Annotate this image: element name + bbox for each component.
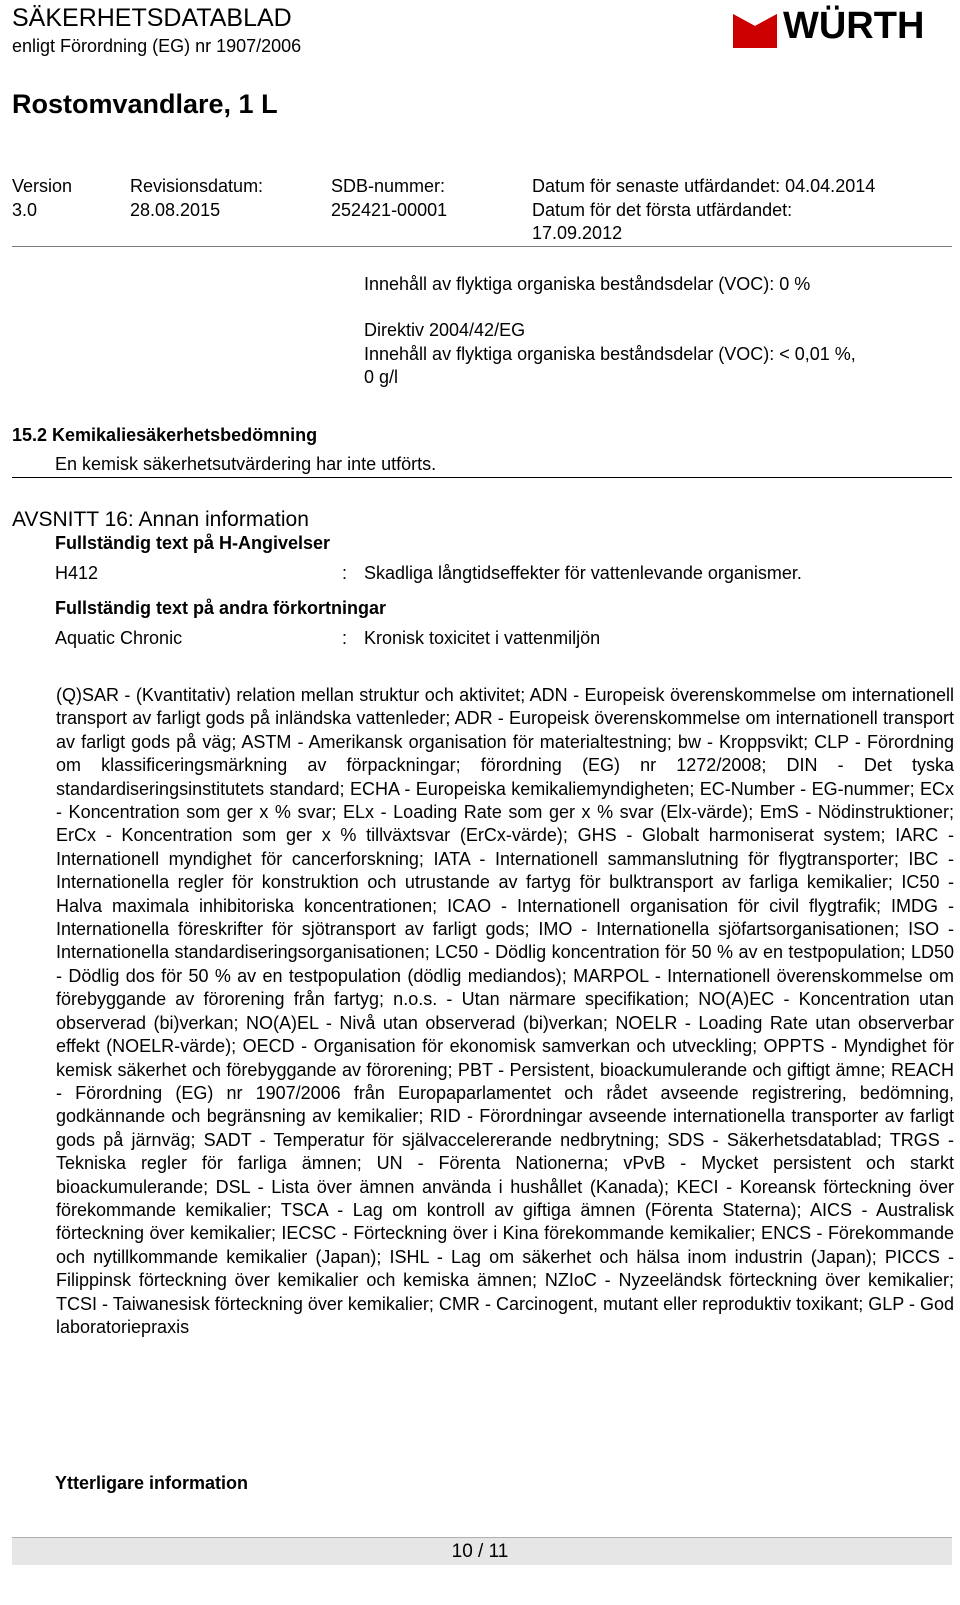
abbr-text: Kronisk toxicitet i vattenmiljön bbox=[364, 628, 601, 648]
abbr-code: Aquatic Chronic bbox=[55, 628, 183, 648]
logo-text: WÜRTH bbox=[783, 5, 925, 47]
document-title: SÄKERHETSDATABLAD bbox=[12, 4, 292, 32]
further-info-heading: Ytterligare information bbox=[55, 1473, 249, 1493]
voc-directive: Direktiv 2004/42/EG bbox=[364, 320, 526, 340]
regulation-subtitle: enligt Förordning (EG) nr 1907/2006 bbox=[12, 36, 302, 56]
h-text: Skadliga långtidseffekter för vattenlevande organismer. bbox=[364, 563, 802, 583]
last-issued-date: Datum för senaste utfärdandet: 04.04.2014 bbox=[532, 176, 876, 196]
sdb-value: 252421-00001 bbox=[331, 199, 448, 220]
revision-block bbox=[130, 175, 263, 222]
abbreviations-paragraph: (Q)SAR - (Kvantitativ) relation mellan struktur och aktivitet; ADN - Europeisk överenskommelse om internationell transport av farligt gods på inländska vattenleder; ADR - Europeisk överenskommelse om internationell transport av farligt gods på väg; ASTM - Amerikansk organisation för materialtestning; bw - Kroppsvikt; CLP - Förordning om klassificeringsmärkning av förpackningar; förordning (EG) nr 1272/2008; DIN - Det tyska standardiseringsinstitutets standard; ECHA - Europeiska kemikaliemyndigheten; EC-Number - EG-nummer; ECx - Koncentration som ger x % svar; ELx - Loading Rate som ger x % svar (Elx-värde); EmS - Nödinstruktioner; ErCx - Koncentration som ger x % tillväxtsvar (ErCx-värde); GHS - Globalt harmoniserat system; IARC - Internationell myndighet för cancerforskning; IATA - Internationell sammanslutning för flygtransporter; IBC - Internationella regler för konstruktion och utrustande av fartyg för bulktransport av farliga kemikalier; IC50 - Halva maximala inhibitoriska koncentrationen; ICAO - Internationell organisation för civil flygtrafik; IMDG - Internationella föreskrifter för sjötransport av farligt gods; IMO - Internationella sjöfartsorganisationen; ISO - Internationella standardiseringsorganisationen; LC50 - Dödlig koncentration för 50 % av en testpopulation; LD50 - Dödlig dos för 50 % av en testpopulation (dödlig mediandos); MARPOL - Internationell överenskommelse om förebyggande av förorening från fartyg; n.o.s. - Utan närmare specifikation; NO(A)EC - Koncentration utan observerad (bi)verkan; NO(A)EL - Nivå utan observerad (bi)verkan; NOELR - Loading Rate utan observerbar effekt (NOELR-värde); OECD - Organisation för ekonomisk samverkan och utveckling; OPPTS - Myndighet för kemisk säkerhet och förebyggande av förorening; PBT - Persistent, bioackumulerande och giftigt ämne; REACH - Förordning (EG) nr 1907/2006 från Europaparlamentet och rådet avseende registrering, bedömning, godkännande och begränsning av kemikalier; RID - Förordningar avseende internationella transporter av farligt gods på järnväg; SADT - Temperatur för självaccelererande nedbrytning; SDS - Säkerhetsdatablad; TRGS - Tekniska regler för farliga ämnen; UN - Förenta Nationerna; vPvB - Mycket persistent och starkt bioackumulerande; DSL - Lista över ämnen använda i hushållet (Kanada); KECI - Koreansk förteckning över förekommande kemikalier; TSCA - Lag om kontroll av giftiga ämnen (Förenta Staterna); AICS - Australisk förteckning över kemikalier; IECSC - Förteckning över i Kina förekommande kemikalier; ENCS - Förekommande och nytillkommande kemikalier (Japan); ISHL - Lag om säkerhet och hälsa inom industrin (Japan); PICCS - Filippinsk förteckning över kemikalier och kemiska ämnen; NZIoC - Nyzeeländsk förteckning över kemikalier; TCSI - Taiwanesisk förteckning över kemikalier; CMR - Carcinogent, mutant eller reproduktiv toxikant; GLP - God laboratoriepraxis bbox=[56, 685, 954, 1337]
revision-label: Revisionsdatum: bbox=[130, 176, 264, 196]
first-issued-label: Datum för det första utfärdandet: bbox=[532, 199, 793, 220]
h-code: H412 bbox=[55, 563, 99, 583]
sdb-label: SDB-nummer: bbox=[331, 176, 446, 196]
h-statements-heading: Fullständig text på H-Angivelser bbox=[55, 533, 331, 553]
other-abbr-heading: Fullständig text på andra förkortningar bbox=[55, 598, 387, 618]
version-value: 3.0 bbox=[12, 199, 38, 220]
voc-content-2: Innehåll av flyktiga organiska beståndsdelar (VOC): < 0,01 %, bbox=[364, 344, 856, 364]
section-16-heading: AVSNITT 16: Annan information bbox=[12, 508, 309, 531]
page-number: 10 / 11 bbox=[451, 1541, 509, 1562]
version-label: Version bbox=[12, 176, 73, 196]
sdb-block bbox=[331, 175, 447, 222]
version-block bbox=[12, 175, 72, 222]
dates-block bbox=[532, 175, 875, 246]
section-divider bbox=[12, 477, 952, 478]
revision-value: 28.08.2015 bbox=[130, 199, 221, 220]
section-15-2-text: En kemisk säkerhetsutvärdering har inte utförts. bbox=[55, 454, 437, 474]
abbr-separator: : bbox=[342, 628, 348, 648]
product-name: Rostomvandlare, 1 L bbox=[12, 89, 278, 119]
voc-content-1: Innehåll av flyktiga organiska beståndsdelar (VOC): 0 % bbox=[364, 274, 811, 294]
h-separator: : bbox=[342, 563, 348, 583]
wurth-logo bbox=[733, 0, 955, 52]
section-15-2-heading: 15.2 Kemikaliesäkerhetsbedömning bbox=[12, 425, 318, 445]
header-divider bbox=[12, 246, 952, 247]
first-issued-value: 17.09.2012 bbox=[532, 223, 623, 243]
voc-content-3: 0 g/l bbox=[364, 367, 399, 387]
wurth-logo-icon bbox=[733, 0, 955, 52]
